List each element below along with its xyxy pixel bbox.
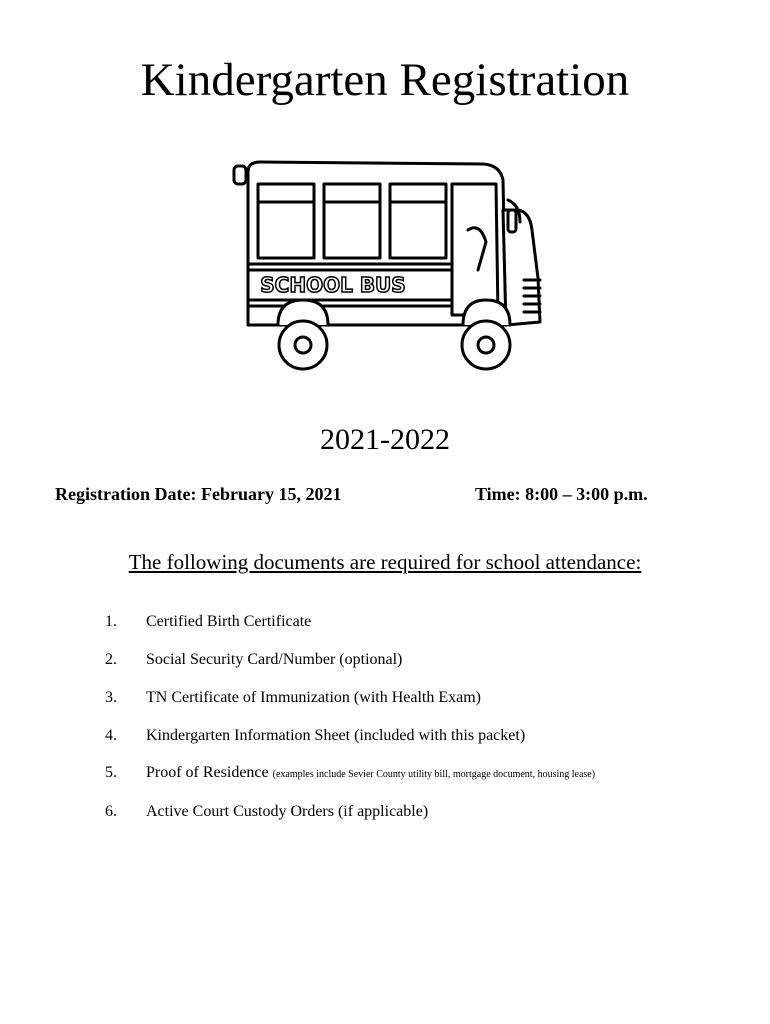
- list-item-text: [146, 608, 311, 636]
- list-item-text: [146, 684, 481, 712]
- document-name: Certified Birth Certificate: [146, 613, 312, 630]
- registration-date: Registration Date: February 15, 2021: [55, 484, 342, 504]
- registration-time: Time: 8:00 – 3:00 p.m.: [475, 484, 648, 504]
- list-item: [0, 759, 770, 787]
- list-item: [0, 608, 770, 636]
- bus-sign-text: SCHOOL BUS: [260, 273, 406, 297]
- list-item-text: [146, 798, 428, 826]
- document-name: Social Security Card/Number (optional): [146, 651, 403, 668]
- school-bus-illustration: [228, 150, 558, 380]
- page-title: Kindergarten Registration: [140, 54, 630, 106]
- list-item: [0, 646, 770, 674]
- document-name: Proof of Residence: [146, 764, 269, 781]
- list-item-number: 4.: [105, 727, 117, 744]
- list-item-number: 6.: [105, 803, 117, 820]
- list-item-text: [146, 646, 402, 674]
- document-name: Kindergarten Information Sheet (included with this packet): [146, 727, 526, 744]
- document-name: Active Court Custody Orders (if applicable): [146, 803, 429, 820]
- documents-heading: The following documents are required for school attendance:: [128, 550, 642, 574]
- list-item: [0, 684, 770, 712]
- document-note: (examples include Sevier County utility bill, mortgage document, housing lease): [272, 769, 596, 780]
- list-item: [0, 722, 770, 750]
- list-item-number: 2.: [105, 651, 117, 668]
- list-item-number: 1.: [105, 613, 117, 630]
- document-name: TN Certificate of Immunization (with Health Exam): [146, 689, 481, 706]
- school-year: 2021-2022: [320, 423, 450, 456]
- list-item-number: 3.: [105, 689, 117, 706]
- list-item: [0, 798, 770, 826]
- list-item-number: 5.: [105, 764, 117, 781]
- list-item-text: [146, 722, 525, 750]
- list-item-text: [146, 759, 595, 789]
